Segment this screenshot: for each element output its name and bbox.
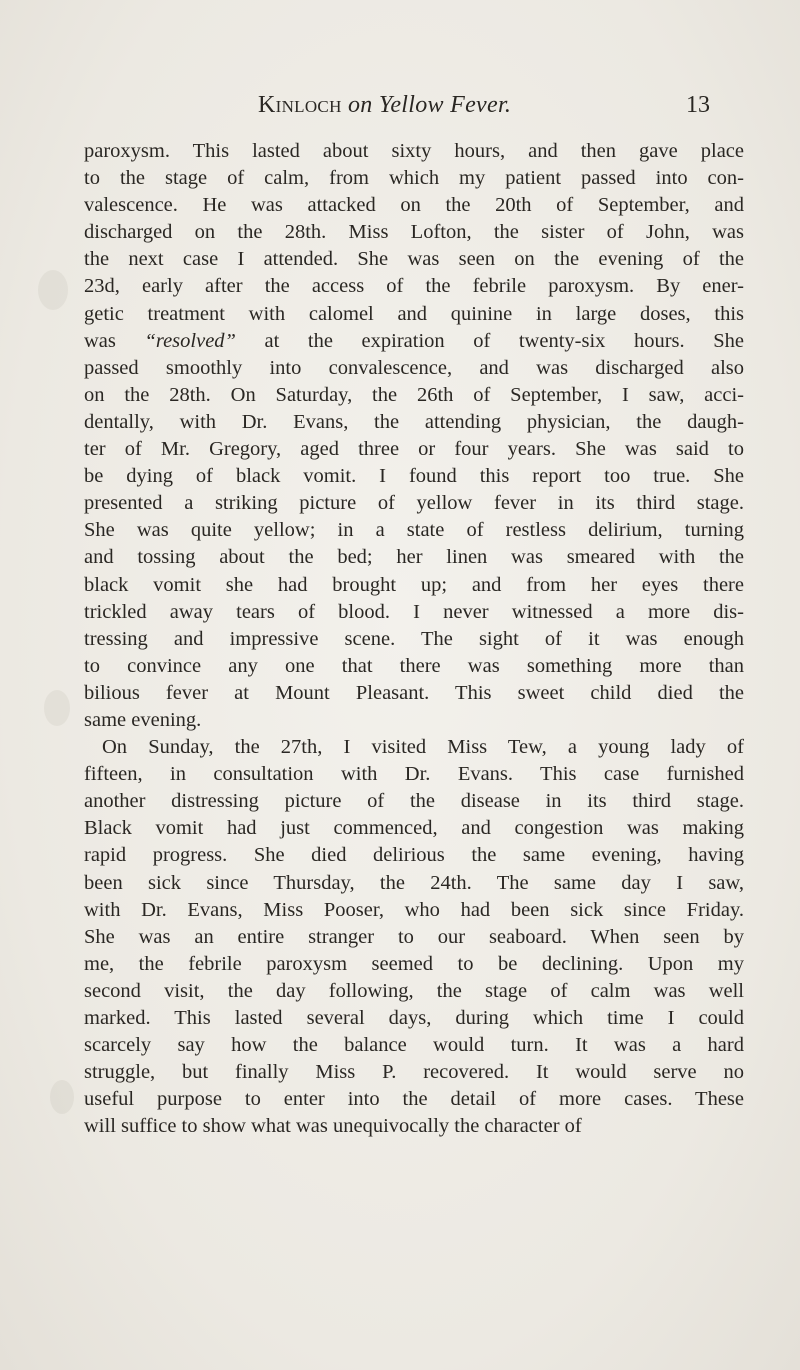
italic-term: “resolved” xyxy=(144,329,236,352)
text-line: fifteen, in consultation with Dr. Evans. This case furnished xyxy=(84,763,744,786)
text-line: She was an entire stranger to our seaboard. When seen by xyxy=(84,925,744,948)
text-line: 23d, early after the access of the febrile paroxysm. By ener- xyxy=(84,275,744,298)
text-line: to convince any one that there was something more than xyxy=(84,654,744,677)
text-line: getic treatment with calomel and quinine in large doses, this xyxy=(84,302,744,325)
text-line: presented a striking picture of yellow fever in its third stage. xyxy=(84,492,744,515)
text-line: on the 28th. On Saturday, the 26th of September, I saw, acci- xyxy=(84,383,744,406)
page-smudge xyxy=(38,270,68,310)
paragraph-1 xyxy=(84,138,744,734)
text-line: ter of Mr. Gregory, aged three or four years. She was said to xyxy=(84,438,744,461)
text-line: been sick since Thursday, the 24th. The same day I saw, xyxy=(84,871,744,894)
text-line: She was quite yellow; in a state of restless delirium, turning xyxy=(84,519,744,542)
running-title-on: on xyxy=(347,92,373,118)
text-line: valescence. He was attacked on the 20th of September, and xyxy=(84,194,744,217)
text-line: to the stage of calm, from which my patient passed into con- xyxy=(84,167,744,190)
text-line: Black vomit had just commenced, and congestion was making xyxy=(84,817,744,840)
text-line: the next case I attended. She was seen on the evening of the xyxy=(84,248,744,271)
text-line: dentally, with Dr. Evans, the attending physician, the daugh- xyxy=(84,410,744,433)
text-line: useful purpose to enter into the detail of more cases. These xyxy=(84,1088,744,1111)
running-title-author: Kinloch xyxy=(258,92,342,118)
text-line: me, the febrile paroxysm seemed to be declining. Upon my xyxy=(84,952,744,975)
text-line: On Sunday, the 27th, I visited Miss Tew, a young lady of xyxy=(102,736,744,759)
paragraph-2 xyxy=(84,734,744,1140)
text-line: with Dr. Evans, Miss Pooser, who had been sick since Friday. xyxy=(84,898,744,921)
text-line: paroxysm. This lasted about sixty hours, and then gave place xyxy=(84,140,744,162)
body-text xyxy=(84,138,744,1140)
text-line: passed smoothly into convalescence, and was discharged also xyxy=(84,356,744,379)
text-line: be dying of black vomit. I found this report too true. She xyxy=(84,465,744,488)
text-line: struggle, but finally Miss P. recovered. It would serve no xyxy=(84,1061,744,1084)
text-line: trickled away tears of blood. I never witnessed a more dis- xyxy=(84,600,744,623)
text-line: another distressing picture of the disease in its third stage. xyxy=(84,790,744,813)
running-title xyxy=(258,92,511,119)
text-line: discharged on the 28th. Miss Lofton, the sister of John, was xyxy=(84,221,744,244)
text-line-segment: was xyxy=(84,329,145,352)
text-line xyxy=(84,328,744,355)
text-line: will suffice to show what was unequivocally the character of xyxy=(84,1115,582,1138)
text-line: same evening. xyxy=(84,708,202,731)
text-line: second visit, the day following, the stage of calm was well xyxy=(84,979,744,1002)
text-line: marked. This lasted several days, during which time I could xyxy=(84,1007,744,1029)
text-line: tressing and impressive scene. The sight of it was enough xyxy=(84,627,744,650)
running-title-subject: Yellow Fever. xyxy=(378,92,512,118)
page-smudge xyxy=(50,1080,74,1114)
text-line: and tossing about the bed; her linen was smeared with the xyxy=(84,546,744,569)
text-line: bilious fever at Mount Pleasant. This sweet child died the xyxy=(84,681,744,704)
text-line: rapid progress. She died delirious the same evening, having xyxy=(84,844,744,867)
page-smudge xyxy=(44,690,70,726)
running-head xyxy=(0,92,800,122)
text-line-segment: at the expiration of twenty-six hours. She xyxy=(235,329,744,352)
page-number: 13 xyxy=(686,92,710,118)
text-line: black vomit she had brought up; and from her eyes there xyxy=(84,573,744,596)
text-line: scarcely say how the balance would turn. It was a hard xyxy=(84,1034,744,1057)
